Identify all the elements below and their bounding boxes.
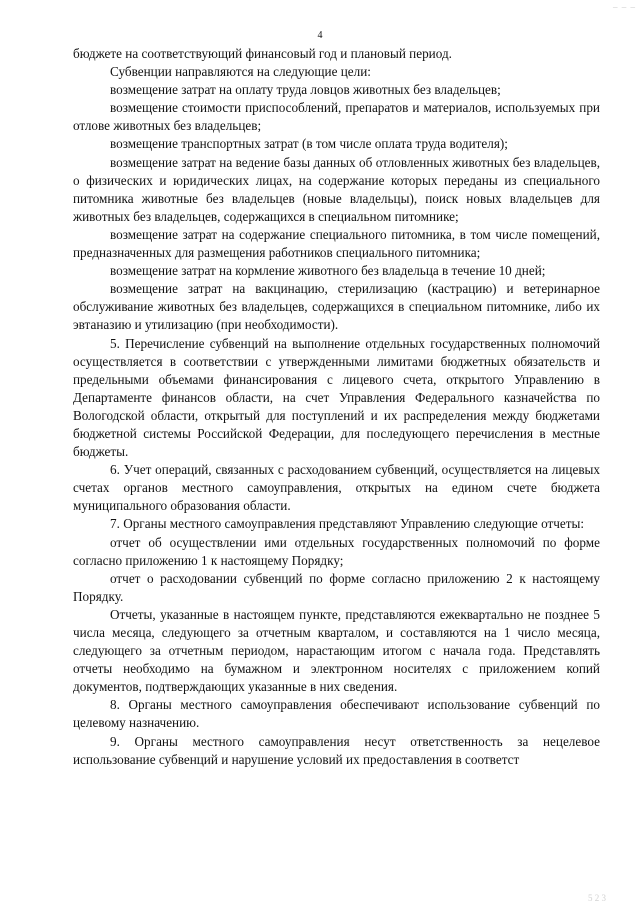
purpose-item-catchers-pay: возмещение затрат на оплату труда ловцов животных без владельцев; [110, 82, 501, 98]
purpose-item-database: возмещение затрат на ведение базы данных об отловленных животных без владельцев, о физических и юридических лицах, на содержание которых переданы из специального питомника животные без владельцев (новые владельцы), поиск новых владельцев для животных без владельцев, содержащихся в специальном питомнике; [73, 154, 600, 224]
clause-8-targeted-use: 8. Органы местного самоуправления обеспечивают использование субвенций по целевому назначению. [73, 697, 600, 731]
document-body [73, 45, 600, 769]
purpose-item-veterinary: возмещение затрат на вакцинацию, стерилизацию (кастрацию) и ветеринарное обслуживание животных без владельцев, содержащихся в специальном питомнике, либо их эвтаназию и утилизацию (при необходимости). [73, 281, 600, 333]
report-item-expenditure: отчет о расходовании субвенций по форме согласно приложению 2 к настоящему Порядку. [73, 570, 600, 604]
clause-9-responsibility: 9. Органы местного самоуправления несут ответственность за нецелевое использование субвенций и нарушение условий их предоставления в соответст [73, 733, 600, 767]
purpose-item-transport: возмещение транспортных затрат (в том числе оплата труда водителя); [110, 136, 508, 152]
reports-schedule-paragraph: Отчеты, указанные в настоящем пункте, представляются ежеквартально не позднее 5 числа месяца, следующего за отчетным кварталом, и составляются на 1 число месяца, следующего за отчетным периодом, нарастающим итогом с начала года. Представлять отчеты необходимо на бумажном и электронном носителях с приложением копий документов, подтверждающих указанные в них сведения. [73, 606, 600, 695]
purpose-item-feeding: возмещение затрат на кормление животного без владельца в течение 10 дней; [110, 263, 546, 279]
report-item-powers: отчет об осуществлении ими отдельных государственных полномочий по форме согласно приложению 1 к настоящему Порядку; [73, 534, 600, 568]
clause-6-accounting: 6. Учет операций, связанных с расходованием субвенций, осуществляется на лицевых счетах органов местного самоуправления, открытых на едином счете бюджета муниципального образования области. [73, 462, 600, 514]
purpose-item-equipment: возмещение стоимости приспособлений, препаратов и материалов, используемых при отлове животных без владельцев; [73, 100, 600, 134]
paragraph-purposes-intro: Субвенции направляются на следующие цели: [110, 64, 371, 80]
scan-corner-mark: – – – [613, 2, 636, 12]
purpose-item-shelter-upkeep: возмещение затрат на содержание специального питомника, в том числе помещений, предназначенных для размещения работников специального питомника; [73, 226, 600, 261]
page-number: 4 [317, 30, 323, 41]
clause-5-transfer: 5. Перечисление субвенций на выполнение отдельных государственных полномочий осуществляется в соответствии с утвержденными лимитами бюджетных обязательств и предельными объемами финансирования с лицевого счета, открытого Управлению в Департаменте финансов области, на счет Управления Федерального казначейства по Вологодской области, открытый для поступлений и их распределения между бюджетами бюджетной системы Российской Федерации, для последующего перечисления в местные бюджеты. [73, 335, 600, 460]
scan-bottom-mark: 5 2 3 [588, 893, 606, 903]
paragraph-continuation: бюджете на соответствующий финансовый год и плановый период. [73, 46, 452, 61]
clause-7-reports: 7. Органы местного самоуправления представляют Управлению следующие отчеты: [110, 516, 585, 532]
